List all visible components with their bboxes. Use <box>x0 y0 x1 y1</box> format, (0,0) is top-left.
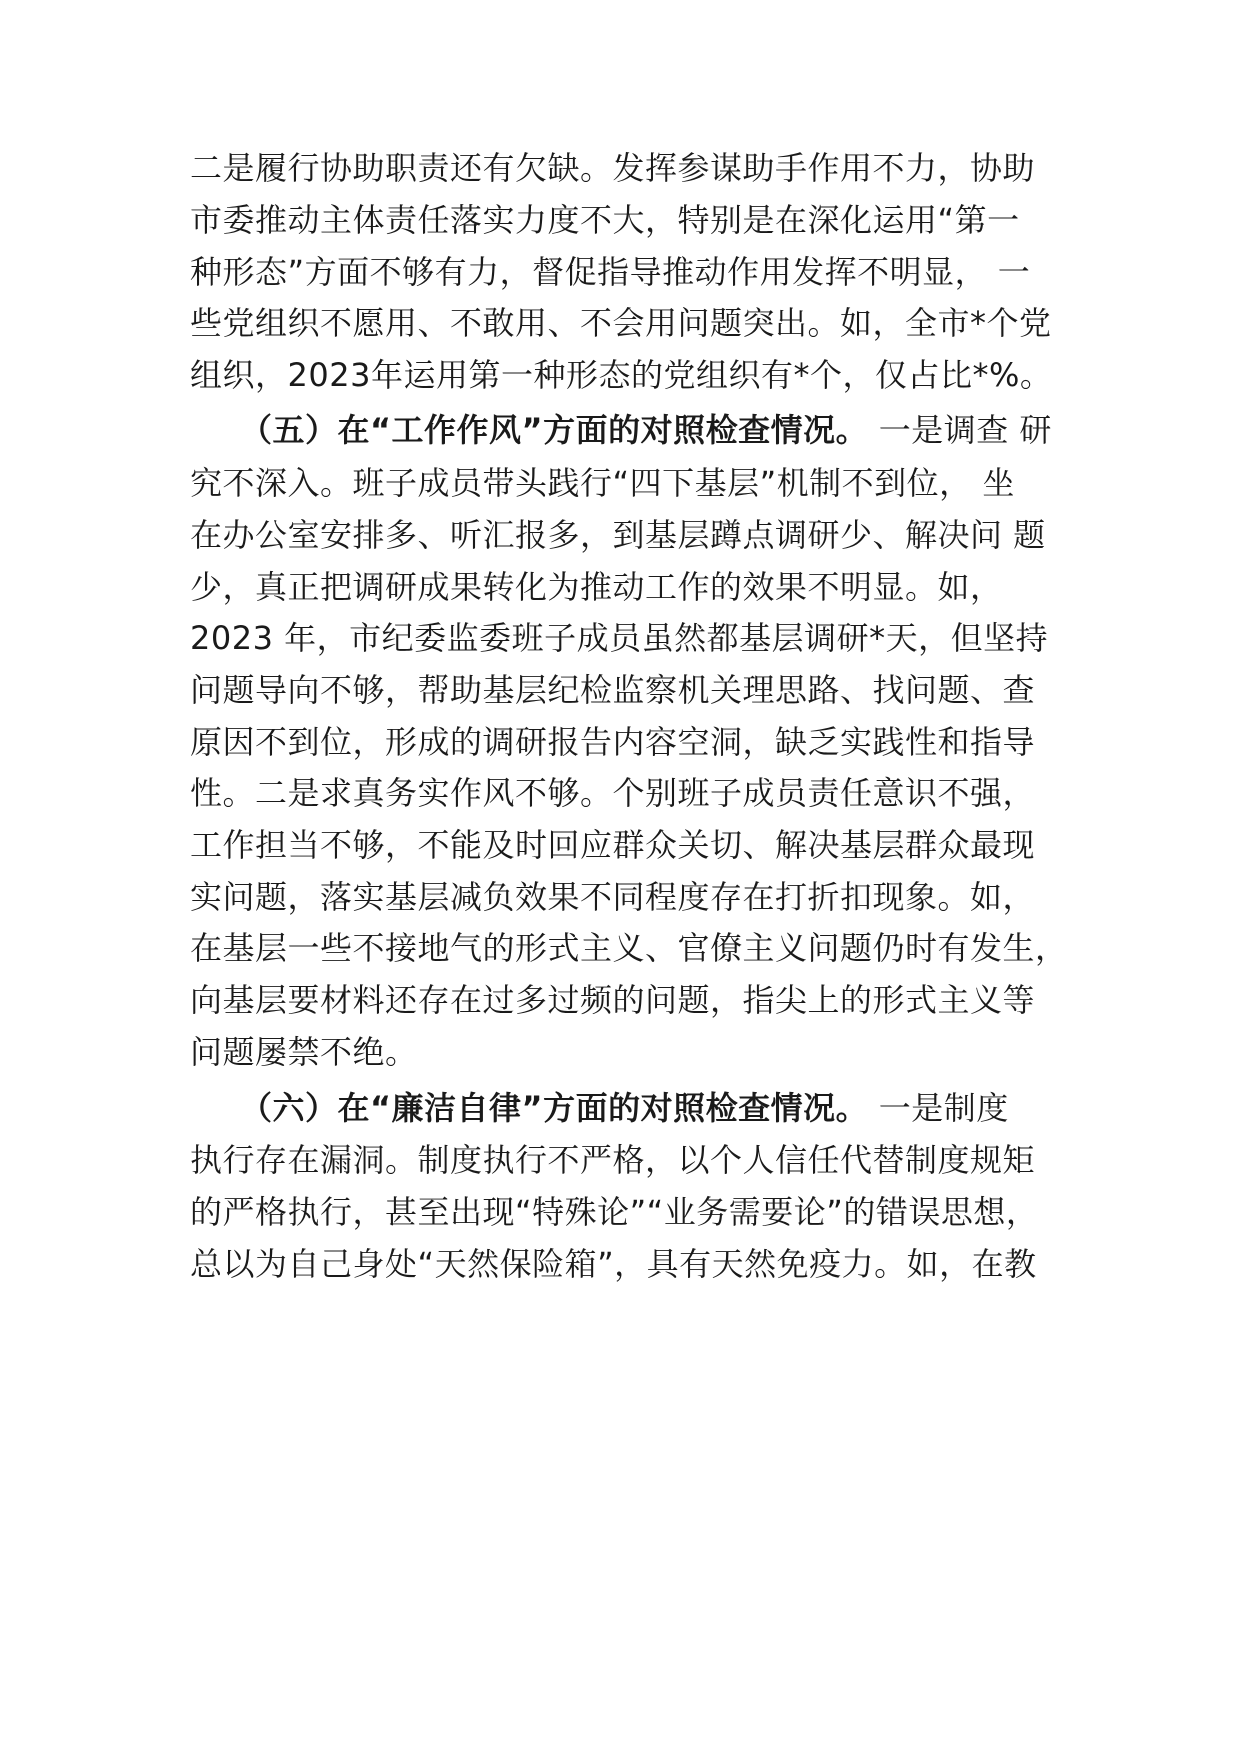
text-line: 些党组织不愿用、不敢用、不会用问题突出。如，全市*个党 <box>190 304 1052 342</box>
text-line: 市委推动主体责任落实力度不大，特别是在深化运用“第一 <box>190 201 1020 239</box>
text-line: 实问题，落实基层减负效果不同程度存在打折扣现象。如， <box>190 878 1036 916</box>
text-run: 一是调查 研 <box>868 411 1052 449</box>
text-line: 问题屡禁不绝。 <box>190 1033 418 1071</box>
text-line: 的严格执行，甚至出现“特殊论”“业务需要论”的错误思想， <box>190 1193 1039 1231</box>
text-line: 在办公室安排多、听汇报多，到基层蹲点调研少、解决问 题 <box>190 516 1046 554</box>
section-heading-five: （五）在“工作作风”方面的对照检查情况。 <box>240 411 869 449</box>
text-line: 原因不到位，形成的调研报告内容空洞，缺乏实践性和指导 <box>190 723 1036 761</box>
text-line: 在基层一些不接地气的形式主义、官僚主义问题仍时有发生， <box>190 929 1068 967</box>
section-heading-line <box>240 1088 1009 1128</box>
section-heading-line <box>240 410 1052 450</box>
text-run: 一是制度 <box>868 1089 1009 1127</box>
text-line: 少，真正把调研成果转化为推动工作的效果不明显。如， <box>190 568 1003 606</box>
text-line: 组织，2023年运用第一种形态的党组织有*个，仅占比*%。 <box>190 356 1053 394</box>
text-line: 工作担当不够，不能及时回应群众关切、解决基层群众最现 <box>190 826 1036 864</box>
text-line: 向基层要材料还存在过多过频的问题，指尖上的形式主义等 <box>190 981 1036 1019</box>
text-line: 执行存在漏洞。制度执行不严格，以个人信任代替制度规矩 <box>190 1141 1036 1179</box>
text-line: 种形态”方面不够有力，督促指导推动作用发挥不明显， 一 <box>190 253 1031 291</box>
text-line: 问题导向不够，帮助基层纪检监察机关理思路、找问题、查 <box>190 671 1036 709</box>
text-line: 二是履行协助职责还有欠缺。发挥参谋助手作用不力，协助 <box>190 149 1036 187</box>
text-line: 性。二是求真务实作风不够。个别班子成员责任意识不强， <box>190 774 1036 812</box>
text-line: 总以为自己身处“天然保险箱”，具有天然免疫力。如，在教 <box>190 1245 1037 1283</box>
text-line: 究不深入。班子成员带头践行“四下基层”机制不到位， 坐 <box>190 464 1015 502</box>
text-line: 2023 年，市纪委监委班子成员虽然都基层调研*天，但坚持 <box>190 619 1049 657</box>
section-heading-six: （六）在“廉洁自律”方面的对照检查情况。 <box>240 1089 869 1127</box>
